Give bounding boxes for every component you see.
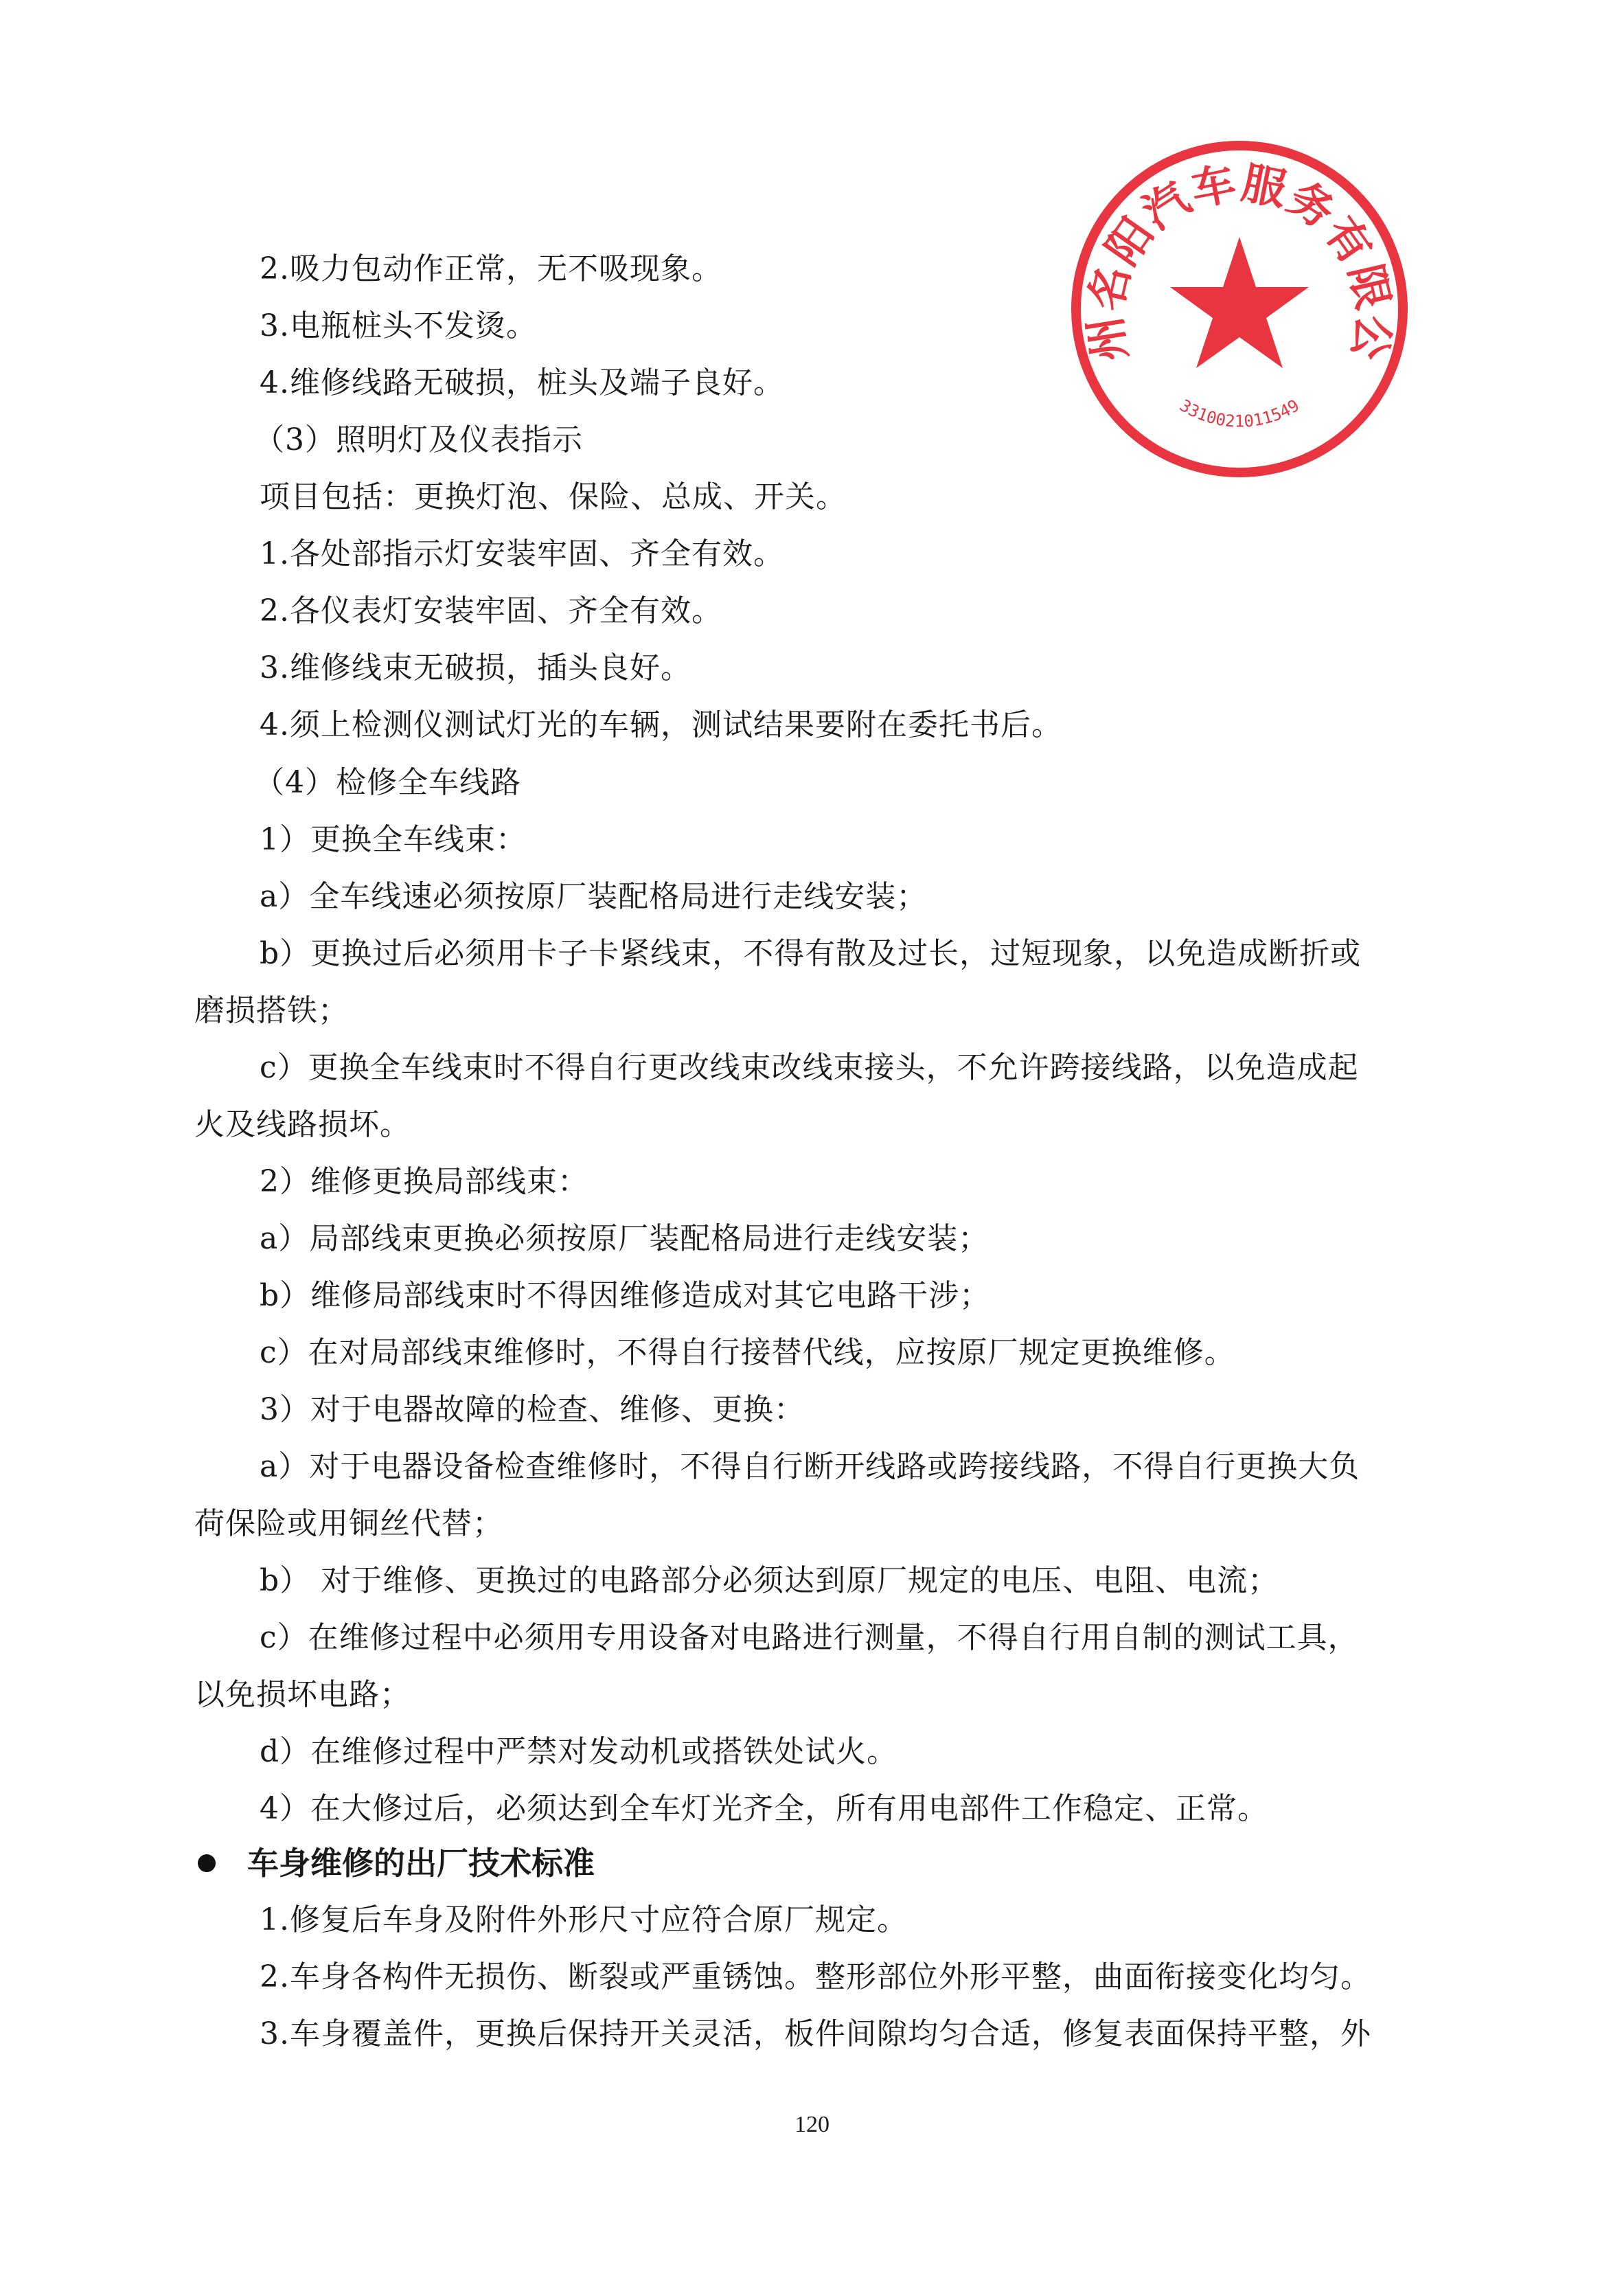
text-line: d）在维修过程中严禁对发动机或搭铁处试火。: [260, 1734, 898, 1769]
text-line: 1.修复后车身及附件外形尺寸应符合原厂规定。: [260, 1902, 908, 1937]
text-line: 以免损坏电路；: [194, 1677, 411, 1712]
text-line: 2.各仪表灯安装牢固、齐全有效。: [260, 593, 722, 628]
text-line: 磨损搭铁；: [194, 993, 349, 1028]
text-line: 3.车身覆盖件，更换后保持开关灵活，板件间隙均匀合适，修复表面保持平整，外: [260, 2016, 1371, 2051]
text-line: 4）在大修过后，必须达到全车灯光齐全，所有用电部件工作稳定、正常。: [260, 1791, 1268, 1826]
company-seal: [1068, 137, 1411, 481]
text-line: 2.吸力包动作正常，无不吸现象。: [260, 251, 722, 286]
seal-company-name: 州名阳汽车服务有限公: [1079, 157, 1399, 365]
text-line: b） 对于维修、更换过的电路部分必须达到原厂规定的电压、电阻、电流；: [260, 1563, 1279, 1598]
text-line: 1.各处部指示灯安装牢固、齐全有效。: [260, 536, 784, 571]
text-line: 4.须上检测仪测试灯光的车辆，测试结果要附在委托书后。: [260, 707, 1062, 742]
text-line: c）在维修过程中必须用专用设备对电路进行测量，不得自行用自制的测试工具，: [260, 1620, 1359, 1655]
star-icon: [1170, 237, 1309, 368]
text-line: a）局部线束更换必须按原厂装配格局进行走线安装；: [260, 1221, 990, 1256]
text-line: 3.电瓶桩头不发烫。: [260, 308, 537, 343]
text-line: 荷保险或用铜丝代替；: [194, 1506, 503, 1541]
text-line: 火及线路损坏。: [194, 1107, 411, 1142]
bullet-icon: [198, 1854, 216, 1872]
text-line: 3.维修线束无破损，插头良好。: [260, 650, 691, 685]
page-number: 120: [794, 2112, 830, 2137]
text-line: 2）维修更换局部线束：: [260, 1164, 588, 1199]
text-line: （4）检修全车线路: [254, 765, 521, 800]
text-line: a）全车线速必须按原厂装配格局进行走线安装；: [260, 879, 928, 914]
text-line: c）在对局部线束维修时，不得自行接替代线，应按原厂规定更换维修。: [260, 1335, 1235, 1370]
section-heading: 车身维修的出厂技术标准: [247, 1845, 595, 1882]
text-line: 2.车身各构件无损伤、断裂或严重锈蚀。整形部位外形平整，曲面衔接变化均匀。: [260, 1959, 1371, 1994]
seal-code: 3310021011549: [1176, 396, 1303, 431]
text-line: c）更换全车线束时不得自行更改线束改线束接头，不允许跨接线路，以免造成起: [260, 1050, 1359, 1085]
text-line: 4.维修线路无破损，桩头及端子良好。: [260, 365, 784, 400]
text-line: （3）照明灯及仪表指示: [254, 422, 583, 457]
text-line: b）维修局部线束时不得因维修造成对其它电路干涉；: [260, 1278, 991, 1313]
seal-graphic: [1068, 137, 1411, 481]
text-line: 3）对于电器故障的检查、维修、更换：: [260, 1392, 805, 1427]
text-line: b）更换过后必须用卡子卡紧线束，不得有散及过长，过短现象，以免造成断折或: [260, 936, 1362, 971]
text-line: 1）更换全车线束：: [260, 822, 527, 857]
text-line: a）对于电器设备检查维修时，不得自行断开线路或跨接线路，不得自行更换大负: [260, 1449, 1360, 1484]
text-line: 项目包括：更换灯泡、保险、总成、开关。: [260, 479, 847, 514]
